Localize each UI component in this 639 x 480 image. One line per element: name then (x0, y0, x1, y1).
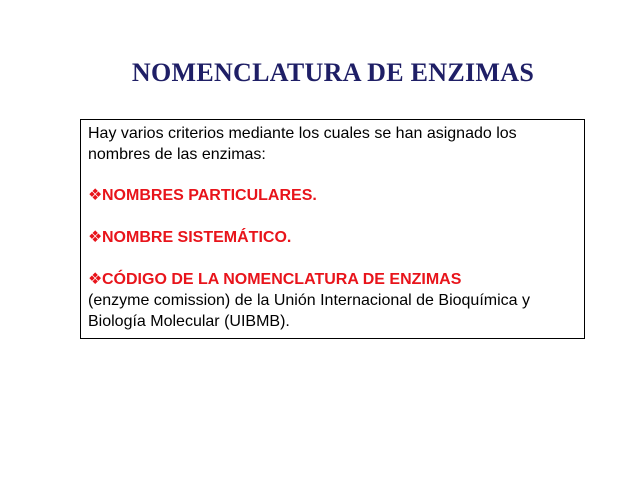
bullet-description: (enzyme comission) de la Unión Internacional de Bioquímica y Biología Molecular (UIBMB). (88, 292, 530, 330)
bullet-label: NOMBRES PARTICULARES. (102, 187, 317, 204)
slide-title: NOMENCLATURA DE ENZIMAS (131, 58, 535, 87)
intro-text: Hay varios criterios mediante los cuales se han asignado los nombres de las enzimas: (88, 125, 517, 163)
diamond-bullet-icon: ❖ (88, 187, 103, 204)
diamond-bullet-icon: ❖ (88, 229, 103, 246)
bullet-item-codigo-nomenclatura (88, 269, 577, 332)
content-box (80, 119, 585, 339)
diamond-bullet-icon: ❖ (88, 271, 103, 288)
bullet-label: NOMBRE SISTEMÁTICO. (102, 229, 292, 246)
bullet-label: CÓDIGO DE LA NOMENCLATURA DE ENZIMAS (102, 271, 462, 288)
bullet-item-nombres-particulares (88, 185, 577, 206)
bullet-item-nombre-sistematico (88, 227, 577, 248)
